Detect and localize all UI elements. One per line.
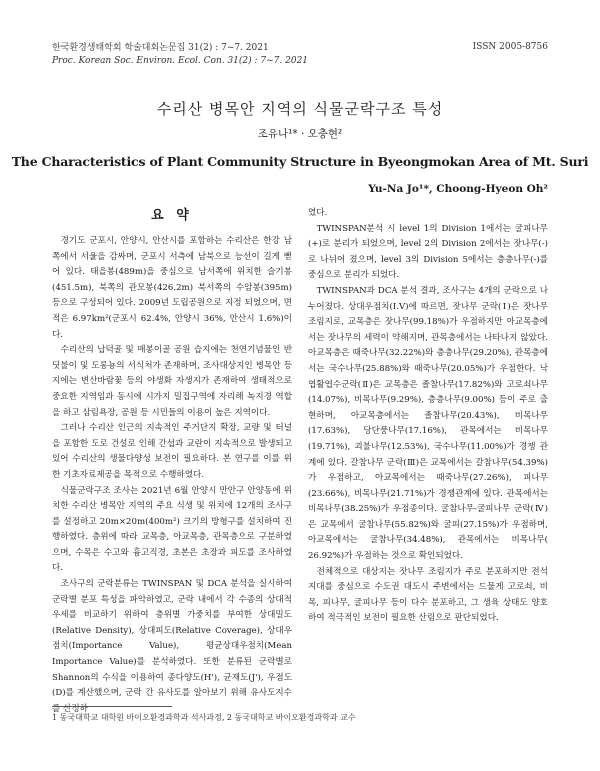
abstract-paragraph: 수리산의 납덕골 및 매봉이골 공원 습지에는 천연기념물인 반딧불이 및 도롱뇽의 서식처가 존재하며, 조사대상지인 병목안 등지에는 변산바람꽃 등의 야생화 자생지가 존재하여 생태적으로 중요한 지역임과 동시에 시가지 밀집구역에 자리해 녹지경 역할을 하고 삼림욕장, 공원 등 시민들의 이용이 높은 지역이다. <box>52 345 292 418</box>
abstract-paragraph: TWINSPAN과 DCA 분석 결과, 조사구는 4개의 군락으로 나누어졌다. 상대우점치(I.V)에 따르면, 잣나무 군락(Ⅰ)은 잣나무 조림지로, 교목층은 잣나무(99.18%)가 우점하지만 아교목층에서는 잣나무의 세력이 약해지며, 관목층에서는 나타나지 않았다. 아교목층은 때죽나무(32.22%)와 층층나무(29.20%), 관목층에서는 국수나무(25.88%)와 때죽나무(20.05%)가 우점한다. 낙엽활엽수군락(Ⅱ)은 교목층은 졸참나무(17.82%)와 고로쇠나무(14.07%), 비목나무(9.29%), 층층나무(9.00%) 등이 주로 출현하며, 아교목층에서는 졸참나무(20.43%), 비목나무(17.63%), 당단풍나무(17.16%), 관목에서는 비목나무(19.71%), 괴불나무(12.53%), 국수나무(11.00%)가 경쟁 관계에 있다. 갈참나무 군락(Ⅲ)은 교목에서는 갈참나무(54.39%)가 우점하고, 아교목에서는 때죽나무(27.26%), 피나무(23.66%), 비목나무(21.71%)가 경쟁관계에 있다. 관목에서는 비목나무(38.25%)가 우점종이다. 굴참나무-굴피나무 군락(Ⅳ)은 교목에서 굴참나무(55.82%)와 굴피(27.15%)가 우점하며, 아교목에서는 굴참나무(34.48%), 관목에서는 비목나무( 26.92%)가 우점하는 것으로 확인되었다. <box>308 285 548 562</box>
abstract-right-column <box>308 206 548 627</box>
authors-en: Yu-Na Jo¹*, Choong-Hyeon Oh² <box>368 183 548 195</box>
journal-citation-ko: 한국환경생태학회 학술대회논문집 31(2) : 7~7. 2021 <box>52 43 269 53</box>
paper-title-en: The Characteristics of Plant Community Structure in Byeongmokan Area of Mt. Suri <box>11 154 589 169</box>
issn-label: ISSN 2005-8756 <box>472 42 548 52</box>
abstract-heading: 요 약 <box>151 208 193 223</box>
abstract-paragraph: 전체적으로 대상지는 잣나무 조림지가 주로 분포하지만 전석지대를 중심으로 수도권 대도시 주변에서는 드물게 고로쇠, 비목, 피나무, 굴피나무 등이 다수 분포하고, 그 생육 상태도 양호하여 적극적인 보전이 필요한 산림으로 판단되었다. <box>308 566 548 624</box>
authors-ko: 조유나¹* · 오충현² <box>257 128 343 140</box>
affiliation-footnote: 1 동국대학교 대학원 바이오환경과학과 석사과정, 2 동국대학교 바이오환경과학과 교수 <box>52 713 356 722</box>
abstract-paragraph: TWINSPAN분석 시 level 1의 Division 1에서는 굴피나무(+)로 분리가 되었으며, level 2의 Division 2에서는 잣나무(-)로 나뉘어 졌으며, level 3의 Division 5에서는 층층나무(-)를 중심으로 분리가 되었다. <box>308 223 548 281</box>
abstract-paragraph: 였다. <box>308 208 328 218</box>
abstract-paragraph: 경기도 군포시, 안양시, 안산시를 포함하는 수리산은 한강 남쪽에서 서울을 감싸며, 군포시 서측에 남북으로 능선이 길게 뻗어 있다. 태을봉(489m)을 중심으로 남서쪽에 위치한 슬기봉(451.5m), 북쪽의 관모봉(426.2m) 북서쪽의 수암봉(395m) 등으로 구성되어 있다. 2009년 도립공원으로 지정 되었으며, 면적은 6.97km²(군포시 62.4%, 안양시 36%, 안산시 1.6%)이다. <box>52 236 292 340</box>
abstract-paragraph: 그러나 수리산 인근의 지속적인 주거단지 확장, 교량 및 터널을 포함한 도로 건설로 인해 간섭과 교란이 지속적으로 발생되고 있어 수리산의 생물다양성 보전이 필요하다. 본 연구를 이를 위한 기초자료제공을 목적으로 수행하였다. <box>52 423 292 480</box>
footnote-divider <box>52 706 172 707</box>
abstract-left-column <box>52 206 292 717</box>
journal-header <box>52 42 308 68</box>
paper-title-ko: 수리산 병목안 지역의 식물군락구조 특성 <box>156 100 444 118</box>
journal-citation-en: Proc. Korean Soc. Environ. Ecol. Con. 31(2) : 7~7. 2021 <box>52 56 309 66</box>
abstract-paragraph: 식물군락구조 조사는 2021년 6월 안양시 만안구 안양동에 위치한 수리산 병목안 지역의 주요 식생 및 위치에 12개의 조사구를 설정하고 20m×20m(400m²) 크기의 방형구를 설치하여 진행하였다. 층위에 따라 교목층, 아교목층, 관목층으로 구분하였으며, 수목은 수고와 흉고직경, 초본은 초장과 피도를 조사하였다. <box>52 485 292 574</box>
abstract-paragraph: 조사구의 군락분류는 TWINSPAN 및 DCA 분석을 실시하여 군락별 분포 특성을 파악하였고, 군락 내에서 각 수종의 상대적 우세를 비교하기 위하여 층위별 가중치를 부여한 상대밀도(Relative Density), 상대피도(Relative Coverage), 상대우점치(Importance Value), 평균상대우점치(Mean Importance Value)를 분석하였다. 또한 분류된 군락별로 Shannon의 수식을 이용하여 종다양도(H'), 균재도(J'), 우점도(D)를 계산했으며, 군락 간 유사도를 알아보기 위해 유사도지수를 산정하 <box>52 579 292 714</box>
